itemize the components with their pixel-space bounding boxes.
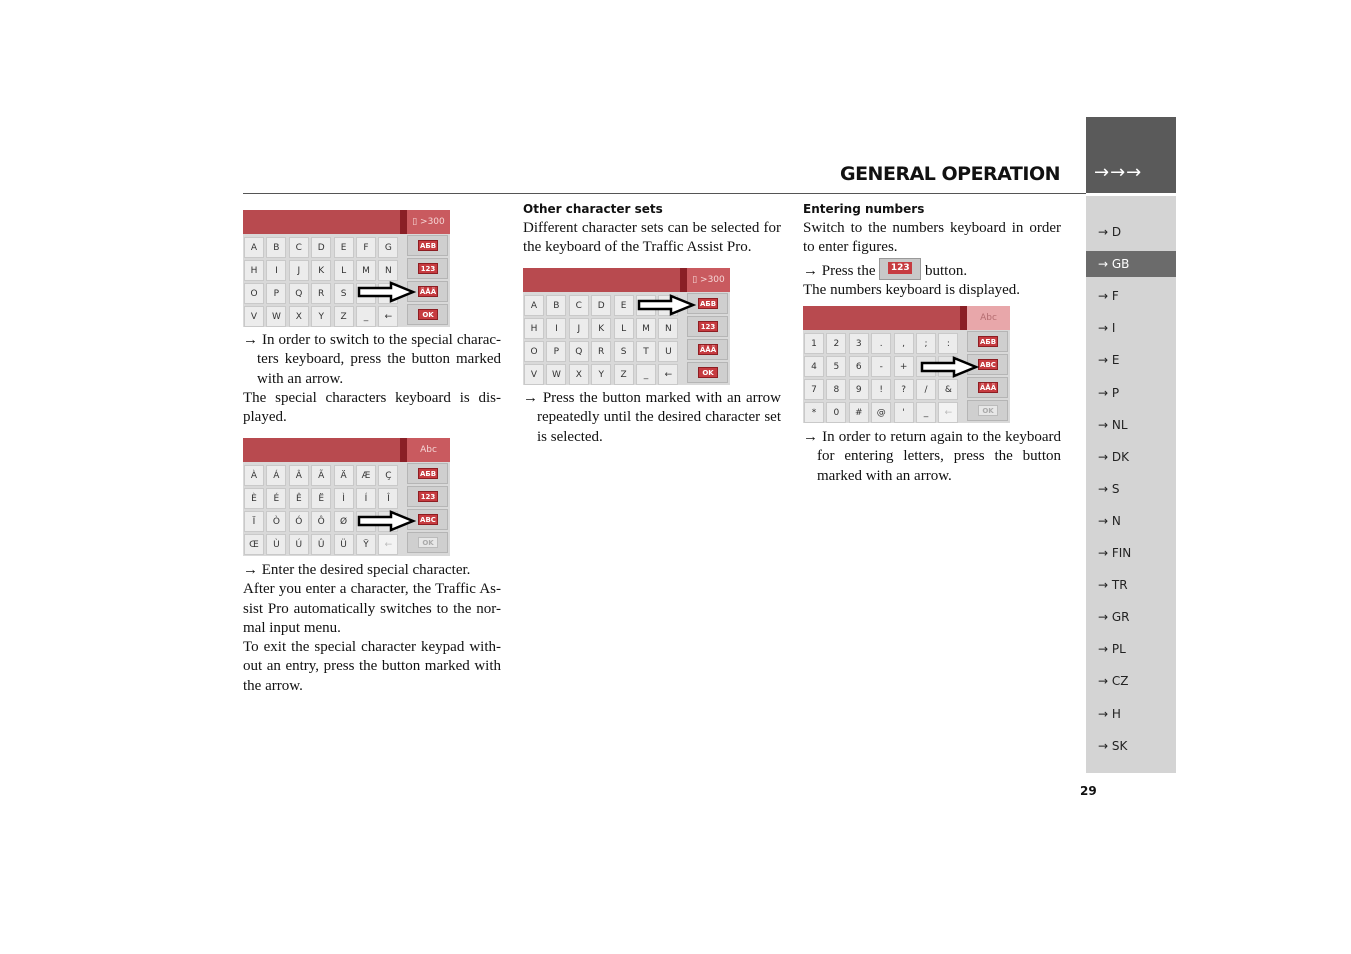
key: Y [591, 364, 611, 385]
function-key-label: 123 [698, 321, 718, 332]
key: R [591, 341, 611, 362]
key: Ì [334, 488, 354, 509]
bar-separator [960, 306, 967, 330]
key: 2 [826, 333, 846, 354]
pointer-arrow-icon [920, 356, 980, 378]
language-item: → CZ [1098, 674, 1129, 689]
column-3-bottom [803, 428, 1061, 486]
key: E [334, 237, 354, 258]
function-key-label: OK [418, 309, 438, 320]
text-switch-numbers: Switch to the numbers keyboard in order to enter figures. [803, 220, 1061, 256]
bar-separator [400, 210, 407, 234]
key: Q [289, 283, 309, 304]
key: Ô [311, 511, 331, 532]
input-bar [243, 438, 400, 462]
bar-separator [400, 438, 407, 462]
key: O [244, 283, 264, 304]
special-keyboard-image [243, 438, 450, 556]
column-2-bottom [523, 389, 781, 447]
key: W [266, 306, 286, 327]
input-bar [523, 268, 680, 292]
key: W [546, 364, 566, 385]
language-item: → PL [1098, 642, 1126, 657]
function-key [967, 331, 1008, 352]
function-key-label: АБВ [699, 300, 717, 308]
key: K [591, 318, 611, 339]
key: Z [334, 306, 354, 327]
key: Z [614, 364, 634, 385]
key: I [546, 318, 566, 339]
function-key-label: ÄÅÄ [979, 384, 997, 392]
key: Ë [311, 488, 331, 509]
key: @ [871, 402, 891, 423]
function-key [407, 532, 448, 553]
function-key-label: АБВ [419, 470, 437, 478]
pointer-arrow-icon [637, 294, 697, 316]
pointer-arrow-icon [357, 281, 417, 303]
bar-mode-button: Abc [407, 438, 450, 462]
key: P [546, 341, 566, 362]
key: 5 [826, 356, 846, 377]
key: D [591, 295, 611, 316]
key: ← [378, 534, 398, 555]
key: ← [378, 306, 398, 327]
key: _ [916, 402, 936, 423]
key: O [524, 341, 544, 362]
function-key [687, 316, 728, 337]
language-item: → DK [1098, 449, 1129, 464]
key: ← [938, 402, 958, 423]
key: Ç [378, 465, 398, 486]
language-item: → F [1098, 289, 1119, 304]
input-bar [243, 210, 400, 234]
instruction-switch-special: → In order to switch to the special charac-ters keyboard, press the button marked with an arrow. [243, 332, 501, 387]
key: X [289, 306, 309, 327]
instruction-press-repeatedly: → Press the button marked with an arrow repeatedly until the desired character set is selected. [523, 390, 781, 445]
key: Â [289, 465, 309, 486]
key: V [524, 364, 544, 385]
language-item: → GR [1098, 610, 1130, 625]
key: F [356, 237, 376, 258]
function-key [407, 486, 448, 507]
key: I [266, 260, 286, 281]
key: L [614, 318, 634, 339]
key: - [871, 356, 891, 377]
key: A [524, 295, 544, 316]
key: Í [356, 488, 376, 509]
key: Ó [289, 511, 309, 532]
language-item: → NL [1098, 417, 1128, 432]
language-item: → N [1098, 513, 1121, 528]
key: H [524, 318, 544, 339]
language-item: → E [1098, 353, 1120, 368]
key: H [244, 260, 264, 281]
key: U [658, 341, 678, 362]
function-key-label: OK [418, 537, 438, 548]
numbers-button-label: 123 [888, 262, 912, 274]
function-key [407, 258, 448, 279]
function-key-label: ABC [418, 514, 438, 525]
key: Á [266, 465, 286, 486]
key: A [244, 237, 264, 258]
key: : [938, 333, 958, 354]
text-special-displayed: The special characters keyboard is dis-played. [243, 389, 501, 426]
key: 1 [804, 333, 824, 354]
key: ? [894, 379, 914, 400]
key: Ø [334, 511, 354, 532]
key: . [871, 333, 891, 354]
key: C [569, 295, 589, 316]
column-3-top [803, 219, 1061, 300]
language-item: → SK [1098, 738, 1128, 753]
language-item: → GB [1086, 251, 1176, 277]
key: Ÿ [356, 534, 376, 555]
column-1-bottom [243, 561, 501, 696]
key: É [266, 488, 286, 509]
text-auto-switch: After you enter a character, the Traffic As-sist Pro automatically switches to the nor-mal input menu. [243, 581, 501, 636]
key: Ò [266, 511, 286, 532]
function-key [967, 377, 1008, 398]
key: N [378, 260, 398, 281]
page-title: GENERAL OPERATION [839, 163, 1060, 185]
key: Y [311, 306, 331, 327]
function-key-label: АБВ [419, 242, 437, 250]
key: 8 [826, 379, 846, 400]
key: J [569, 318, 589, 339]
language-item: → P [1098, 385, 1120, 400]
text-exit-special: To exit the special character keypad with-out an entry, press the button marked with the arrow. [243, 639, 501, 694]
key: 6 [849, 356, 869, 377]
key: X [569, 364, 589, 385]
function-key-label: OK [978, 405, 998, 416]
key: T [636, 341, 656, 362]
key: Ä [334, 465, 354, 486]
key: S [334, 283, 354, 304]
key: Ù [266, 534, 286, 555]
key: ← [658, 364, 678, 385]
key: N [658, 318, 678, 339]
press-prefix: → Press the [803, 262, 876, 279]
heading-other-character-sets: Other character sets [523, 202, 663, 216]
key: C [289, 237, 309, 258]
key: D [311, 237, 331, 258]
key: * [804, 402, 824, 423]
key: , [894, 333, 914, 354]
key: 7 [804, 379, 824, 400]
function-key-label: ÄÅÄ [699, 346, 717, 354]
instruction-enter-special: → Enter the desired special character. [243, 562, 471, 578]
key: B [546, 295, 566, 316]
bar-separator [680, 268, 687, 292]
key: 3 [849, 333, 869, 354]
function-key [687, 339, 728, 360]
numbers-button-illustration [879, 258, 921, 280]
function-key [407, 463, 448, 484]
function-key [407, 304, 448, 325]
bar-mode-button: Abc [967, 306, 1010, 330]
language-item: → S [1098, 481, 1120, 496]
key: Ã [311, 465, 331, 486]
text-numbers-displayed: The numbers keyboard is displayed. [803, 281, 1021, 298]
key: 9 [849, 379, 869, 400]
key: E [614, 295, 634, 316]
language-item: → D [1098, 225, 1122, 239]
numbers-keyboard-image [803, 306, 1010, 423]
key: P [266, 283, 286, 304]
key: # [849, 402, 869, 423]
key: Q [569, 341, 589, 362]
key: _ [356, 306, 376, 327]
heading-entering-numbers: Entering numbers [803, 202, 925, 216]
key: ; [916, 333, 936, 354]
key: Î [378, 488, 398, 509]
key: S [614, 341, 634, 362]
column-2-top [523, 219, 781, 258]
letters-keyboard-image-2 [523, 268, 730, 385]
column-1-top [243, 331, 501, 427]
key: G [378, 237, 398, 258]
key: K [311, 260, 331, 281]
function-key-label: ÄÅÄ [419, 288, 437, 296]
key: ! [871, 379, 891, 400]
key: Ê [289, 488, 309, 509]
key: R [311, 283, 331, 304]
key: / [916, 379, 936, 400]
key: L [334, 260, 354, 281]
key: Ü [334, 534, 354, 555]
instruction-return-letters: → In order to return again to the keyboard for entering letters, press the button marked with an arrow. [803, 429, 1061, 484]
letters-keyboard-image [243, 210, 450, 327]
chapter-arrows: →→→ [1094, 162, 1143, 183]
text-character-sets: Different character sets can be selected for the keyboard of the Traffic Assist Pro. [523, 220, 781, 256]
function-key-label: АБВ [979, 338, 997, 346]
key: B [266, 237, 286, 258]
page-number: 29 [1080, 784, 1097, 798]
key: Æ [356, 465, 376, 486]
function-key-label: OK [698, 367, 718, 378]
bar-mode-button: ▯ >300 [687, 268, 730, 292]
key: Ï [244, 511, 264, 532]
key: V [244, 306, 264, 327]
language-item: → TR [1098, 578, 1128, 593]
function-key [407, 235, 448, 256]
key: Û [311, 534, 331, 555]
pointer-arrow-icon [357, 510, 417, 532]
key: Ú [289, 534, 309, 555]
key: J [289, 260, 309, 281]
key: À [244, 465, 264, 486]
instruction-press-123 [803, 258, 1061, 281]
header-rule [243, 193, 1086, 194]
key: 4 [804, 356, 824, 377]
key: È [244, 488, 264, 509]
function-key-label: 123 [418, 263, 438, 274]
key: Œ [244, 534, 264, 555]
key: 0 [826, 402, 846, 423]
key: ' [894, 402, 914, 423]
function-key-label: ABC [978, 359, 998, 370]
key: M [356, 260, 376, 281]
function-key [687, 362, 728, 383]
key: & [938, 379, 958, 400]
function-key-label: 123 [418, 491, 438, 502]
input-bar [803, 306, 960, 330]
language-item: → H [1098, 706, 1121, 721]
bar-mode-button: ▯ >300 [407, 210, 450, 234]
key: + [894, 356, 914, 377]
function-key [967, 400, 1008, 421]
key: M [636, 318, 656, 339]
press-suffix: button. [925, 262, 968, 279]
key: _ [636, 364, 656, 385]
language-item: → FIN [1098, 546, 1132, 560]
language-item: → I [1098, 321, 1116, 336]
